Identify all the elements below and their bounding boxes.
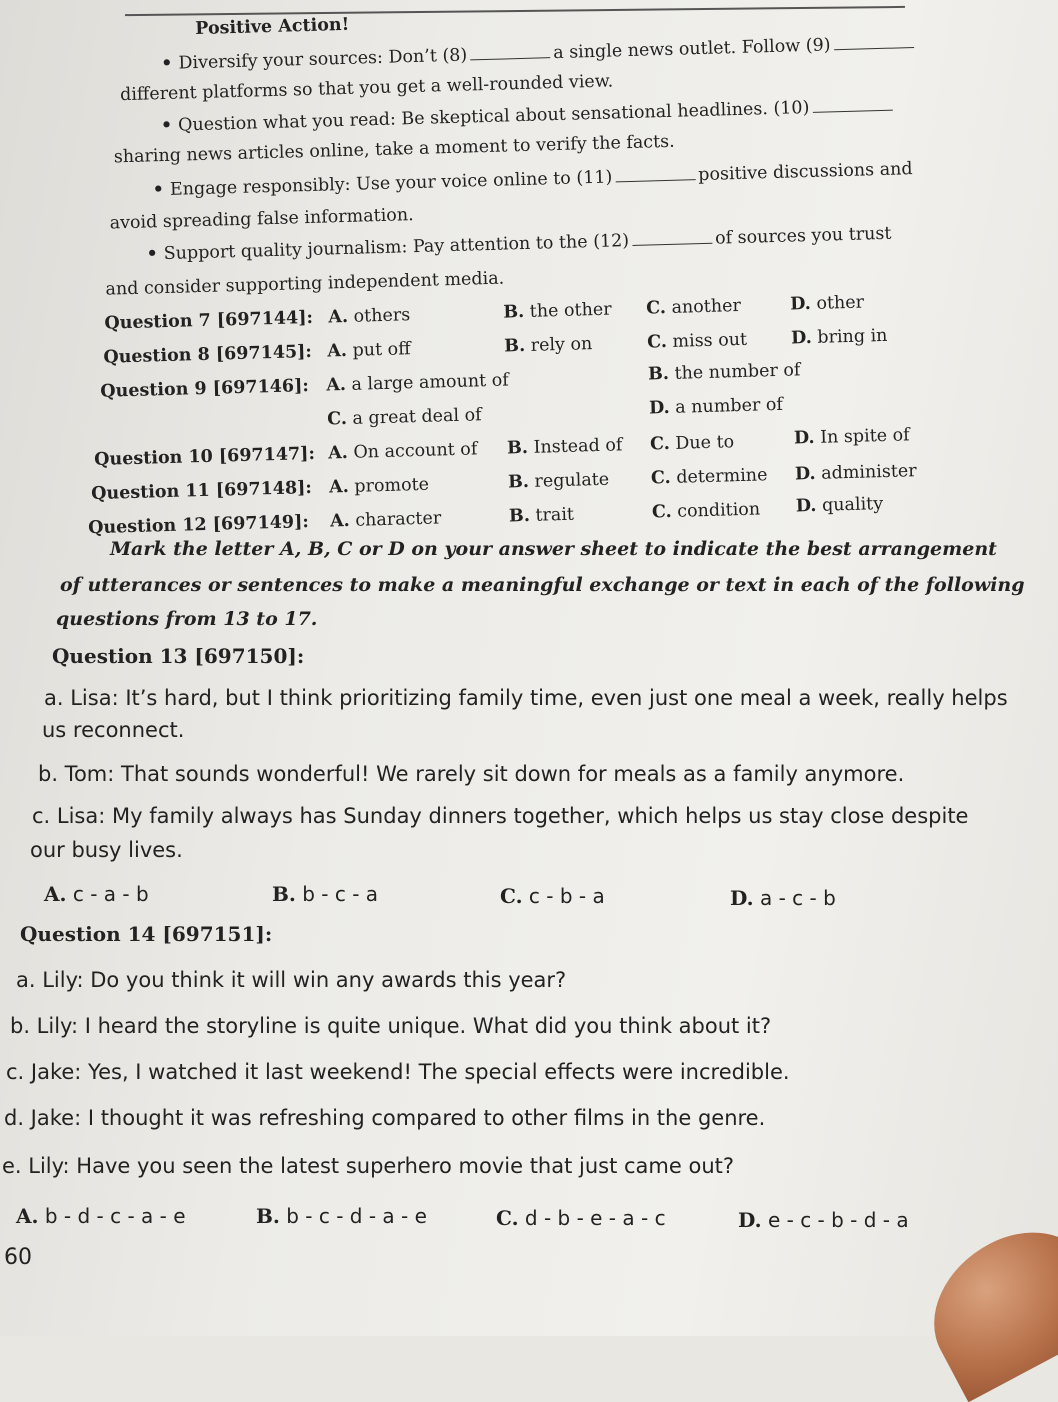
q7-option-b[interactable]: B. the other — [503, 299, 612, 323]
question-11-label: Question 11 [697148]: — [90, 477, 313, 505]
finger-shadow — [907, 1208, 1058, 1402]
q8-option-a[interactable]: A. put off — [327, 339, 411, 362]
utterance-c: c. Lisa: My family always has Sunday dinners together, which helps us stay close despite — [32, 804, 969, 828]
q13-option-b[interactable]: B. b - c - a — [272, 882, 379, 906]
blank-11[interactable] — [615, 165, 695, 182]
question-12-label: Question 12 [697149]: — [87, 512, 310, 539]
blank-8[interactable] — [470, 43, 550, 60]
page-number: 60 — [4, 1245, 32, 1270]
utterance-a-cont: us reconnect. — [42, 718, 185, 742]
q10-option-a[interactable]: A. On account of — [327, 439, 478, 464]
passage-line: avoid spreading false information. — [109, 205, 414, 234]
q11-option-c[interactable]: C. determine — [650, 465, 768, 489]
question-13-label: Question 13 [697150]: — [52, 644, 305, 668]
passage-line: and consider supporting independent media. — [105, 268, 505, 300]
q13-option-c[interactable]: C. c - b - a — [500, 884, 605, 908]
q11-option-a[interactable]: A. promote — [328, 474, 430, 498]
q7-option-c[interactable]: C. another — [645, 295, 742, 319]
q7-option-d[interactable]: D. other — [789, 292, 865, 315]
q12-option-a[interactable]: A. character — [329, 508, 442, 532]
q9-option-c[interactable]: C. a great deal of — [326, 405, 482, 430]
q12-option-b[interactable]: B. trait — [508, 504, 575, 527]
passage-line: • Question what you read: Be skeptical about sensational headlines. (10) — [161, 96, 896, 137]
instruction-line: Mark the letter A, B, C or D on your answer sheet to indicate the best arrangement — [110, 538, 997, 560]
q9-option-d[interactable]: D. a number of — [648, 394, 784, 419]
q9-option-a[interactable]: A. a large amount of — [326, 370, 509, 396]
q8-option-c[interactable]: C. miss out — [646, 329, 748, 353]
q8-option-d[interactable]: D. bring in — [790, 325, 888, 349]
question-9-label: Question 9 [697146]: — [100, 376, 310, 402]
q12-option-d[interactable]: D. quality — [795, 494, 884, 517]
q14-option-b[interactable]: B. b - c - d - a - e — [256, 1204, 427, 1228]
q10-option-b[interactable]: B. Instead of — [506, 435, 623, 459]
q9-option-b[interactable]: B. the number of — [647, 360, 801, 385]
utterance-b: b. Tom: That sounds wonderful! We rarely sit down for meals as a family anymore. — [38, 762, 905, 786]
blank-9[interactable] — [833, 33, 913, 50]
q12-option-c[interactable]: C. condition — [651, 499, 761, 523]
q11-option-d[interactable]: D. administer — [794, 461, 917, 485]
utterance-c-cont: our busy lives. — [30, 838, 183, 862]
passage-and-questions-7-12 — [0, 0, 1058, 562]
question-8-label: Question 8 [697145]: — [103, 341, 313, 368]
q10-option-c[interactable]: C. Due to — [649, 432, 735, 455]
passage-line: • Support quality journalism: Pay attention to the (12) of sources you trust — [146, 223, 892, 265]
blank-10[interactable] — [812, 96, 892, 113]
q11-option-b[interactable]: B. regulate — [507, 469, 610, 493]
q14-option-d[interactable]: D. e - c - b - d - a — [738, 1208, 909, 1232]
utterance-a: a. Lily: Do you think it will win any awards this year? — [16, 968, 567, 992]
utterance-a: a. Lisa: It’s hard, but I think prioritizing family time, even just one meal a week, really helps — [44, 686, 1008, 710]
instruction-line: questions from 13 to 17. — [56, 608, 318, 630]
passage-line: • Diversify your sources: Don’t (8) a single news outlet. Follow (9) — [161, 33, 917, 74]
q14-option-c[interactable]: C. d - b - e - a - c — [496, 1206, 666, 1230]
blank-12[interactable] — [632, 229, 712, 246]
passage-line: • Engage responsibly: Use your voice online to (11) positive discussions and — [152, 159, 913, 201]
q8-option-b[interactable]: B. rely on — [504, 334, 593, 357]
section-title: Positive Action! — [195, 14, 350, 40]
q10-option-d[interactable]: D. In spite of — [793, 425, 910, 449]
passage-line: sharing news articles online, take a moment to verify the facts. — [113, 131, 675, 168]
q14-option-a[interactable]: A. b - d - c - a - e — [16, 1204, 186, 1228]
utterance-d: d. Jake: I thought it was refreshing compared to other films in the genre. — [4, 1106, 766, 1130]
q7-option-a[interactable]: A. others — [328, 305, 411, 328]
question-14-label: Question 14 [697151]: — [20, 922, 273, 946]
q13-option-a[interactable]: A. c - a - b — [44, 882, 149, 906]
instruction-line: of utterances or sentences to make a meaningful exchange or text in each of the following — [60, 574, 1025, 596]
utterance-b: b. Lily: I heard the storyline is quite unique. What did you think about it? — [10, 1014, 772, 1038]
utterance-e: e. Lily: Have you seen the latest superhero movie that just came out? — [2, 1154, 735, 1178]
question-10-label: Question 10 [697147]: — [94, 443, 316, 471]
passage-line: different platforms so that you get a well-rounded view. — [119, 71, 614, 106]
q13-option-d[interactable]: D. a - c - b — [730, 886, 836, 910]
question-7-label: Question 7 [697144]: — [104, 307, 314, 334]
utterance-c: c. Jake: Yes, I watched it last weekend! The special effects were incredible. — [6, 1060, 790, 1084]
